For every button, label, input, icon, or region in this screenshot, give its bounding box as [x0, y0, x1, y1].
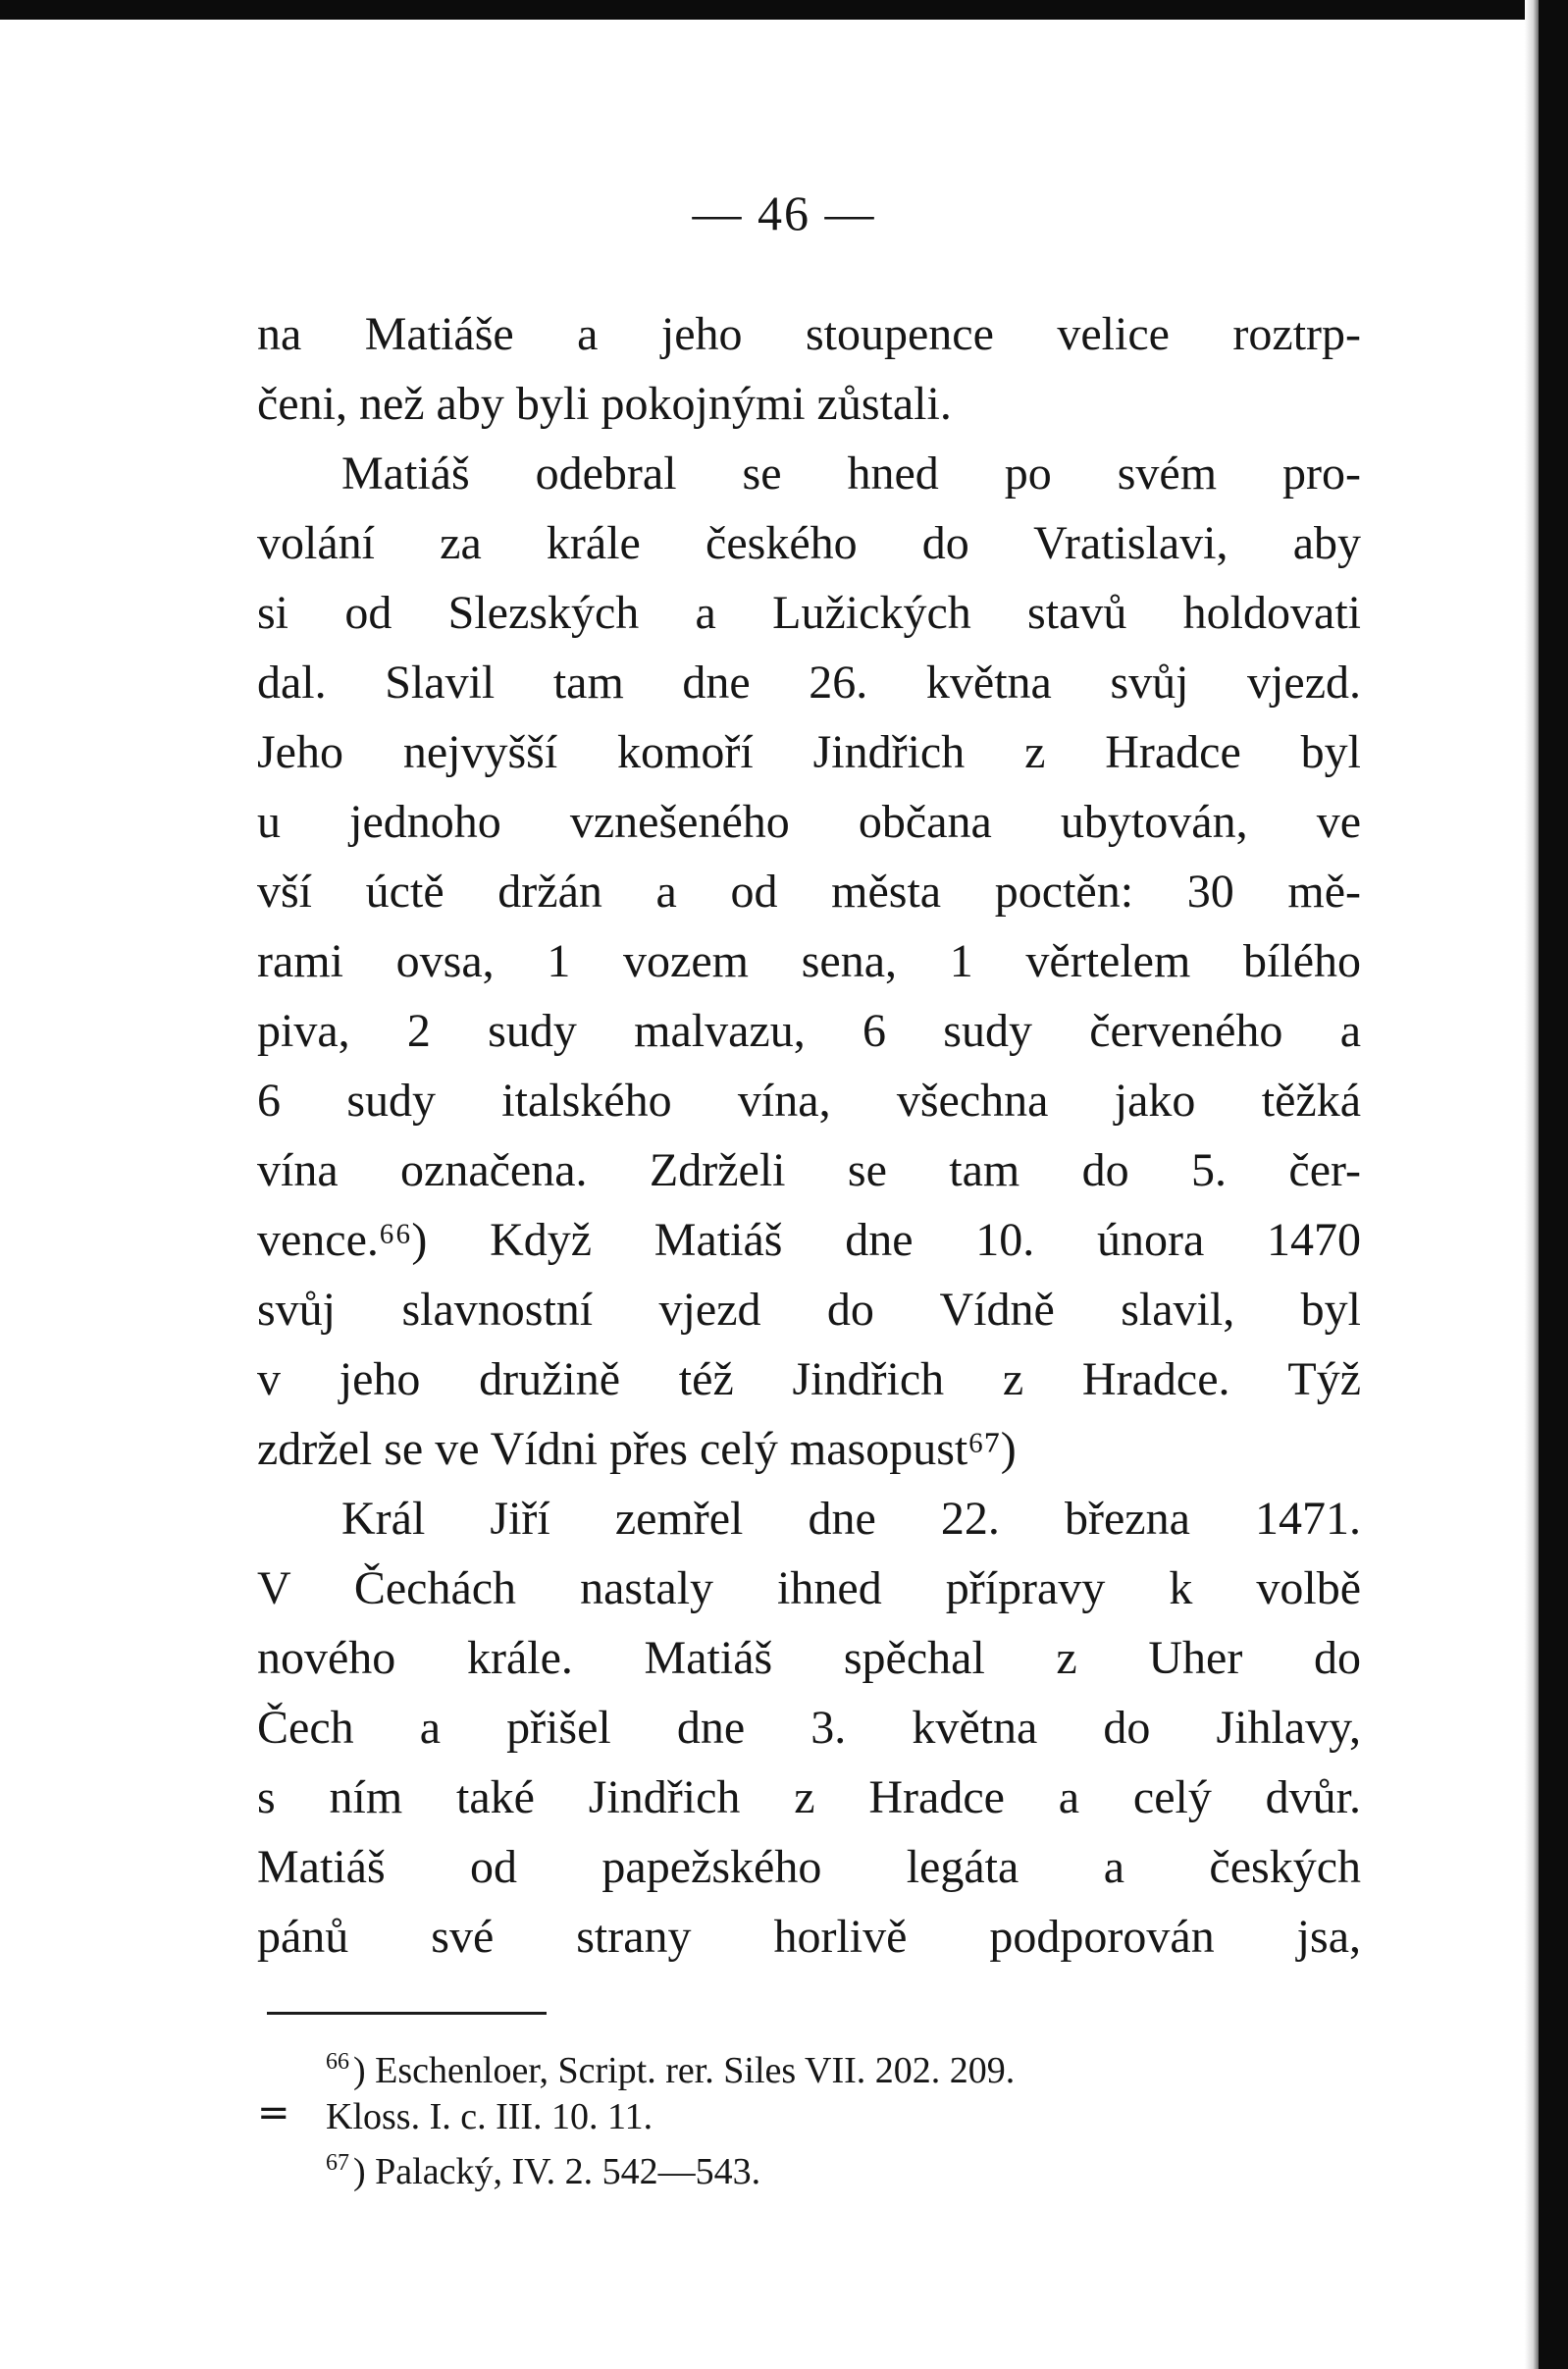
text-line: pánů své strany horlivě podporován jsa,: [257, 1911, 1361, 1963]
text-line: Matiáš od papežského legáta a českých: [257, 1841, 1361, 1893]
footnote-number: 67: [326, 2150, 349, 2176]
text-line: Král Jiří zemřel dne 22. března 1471.: [341, 1493, 1361, 1545]
footnote-separator: [267, 2012, 547, 2015]
text-line: svůj slavnostní vjezd do Vídně slavil, byl: [257, 1284, 1361, 1336]
text-line: dal. Slavil tam dne 26. května svůj vjezd.: [257, 657, 1361, 709]
text-line: 6 sudy italského vína, všechna jako těžká: [257, 1075, 1361, 1127]
text-line: vence.⁶⁶) Když Matiáš dne 10. února 1470: [257, 1214, 1361, 1266]
text-line: zdržel se ve Vídni přes celý masopust⁶⁷): [257, 1423, 1017, 1475]
page-number: — 46 —: [692, 185, 876, 240]
footnote: [257, 2090, 1376, 2140]
text-line: na Matiáše a jeho stoupence velice roztrp-: [257, 308, 1361, 360]
footnote-symbol: =: [257, 2090, 290, 2135]
text-line: si od Slezských a Lužických stavů holdovati: [257, 587, 1361, 639]
text-line: u jednoho vznešeného občana ubytován, ve: [257, 796, 1361, 848]
text-line: piva, 2 sudy malvazu, 6 sudy červeného a: [257, 1005, 1361, 1057]
footnote: [257, 2140, 1376, 2195]
text-line: nového krále. Matiáš spěchal z Uher do: [257, 1632, 1361, 1684]
text-line: vína označena. Zdrželi se tam do 5. čer-: [257, 1144, 1361, 1196]
text-line: V Čechách nastaly ihned přípravy k volbě: [257, 1562, 1361, 1614]
text-line: Jeho nejvyšší komoří Jindřich z Hradce byl: [257, 726, 1361, 778]
footnote-text: ) Eschenloer, Script. rer. Siles VII. 202. 209.: [353, 2050, 1016, 2091]
scan-gutter-shadow: [1525, 0, 1539, 2369]
text-line: Matiáš odebral se hned po svém pro-: [341, 447, 1361, 500]
text-line: Čech a přišel dne 3. května do Jihlavy,: [257, 1702, 1361, 1754]
text-line: v jeho družině též Jindřich z Hradce. Týž: [257, 1353, 1361, 1405]
main-text: [257, 299, 1361, 1972]
footnote: [257, 2039, 1376, 2094]
footnote-text: ) Palacký, IV. 2. 542—543.: [353, 2151, 761, 2192]
text-line: s ním také Jindřich z Hradce a celý dvůr.: [257, 1771, 1361, 1823]
text-line: čeni, než aby byli pokojnými zůstali.: [257, 378, 952, 430]
footnote-number: 66: [326, 2049, 349, 2075]
text-line: volání za krále českého do Vratislavi, aby: [257, 517, 1361, 569]
footnote-text: Kloss. I. c. III. 10. 11.: [326, 2096, 653, 2137]
footnotes: [257, 2039, 1376, 2195]
scan-border-top: [0, 0, 1568, 20]
text-line: vší úctě držán a od města poctěn: 30 mě-: [257, 866, 1361, 918]
text-line: rami ovsa, 1 vozem sena, 1 věrtelem bílého: [257, 935, 1361, 987]
scan-border-right: [1539, 0, 1568, 2369]
